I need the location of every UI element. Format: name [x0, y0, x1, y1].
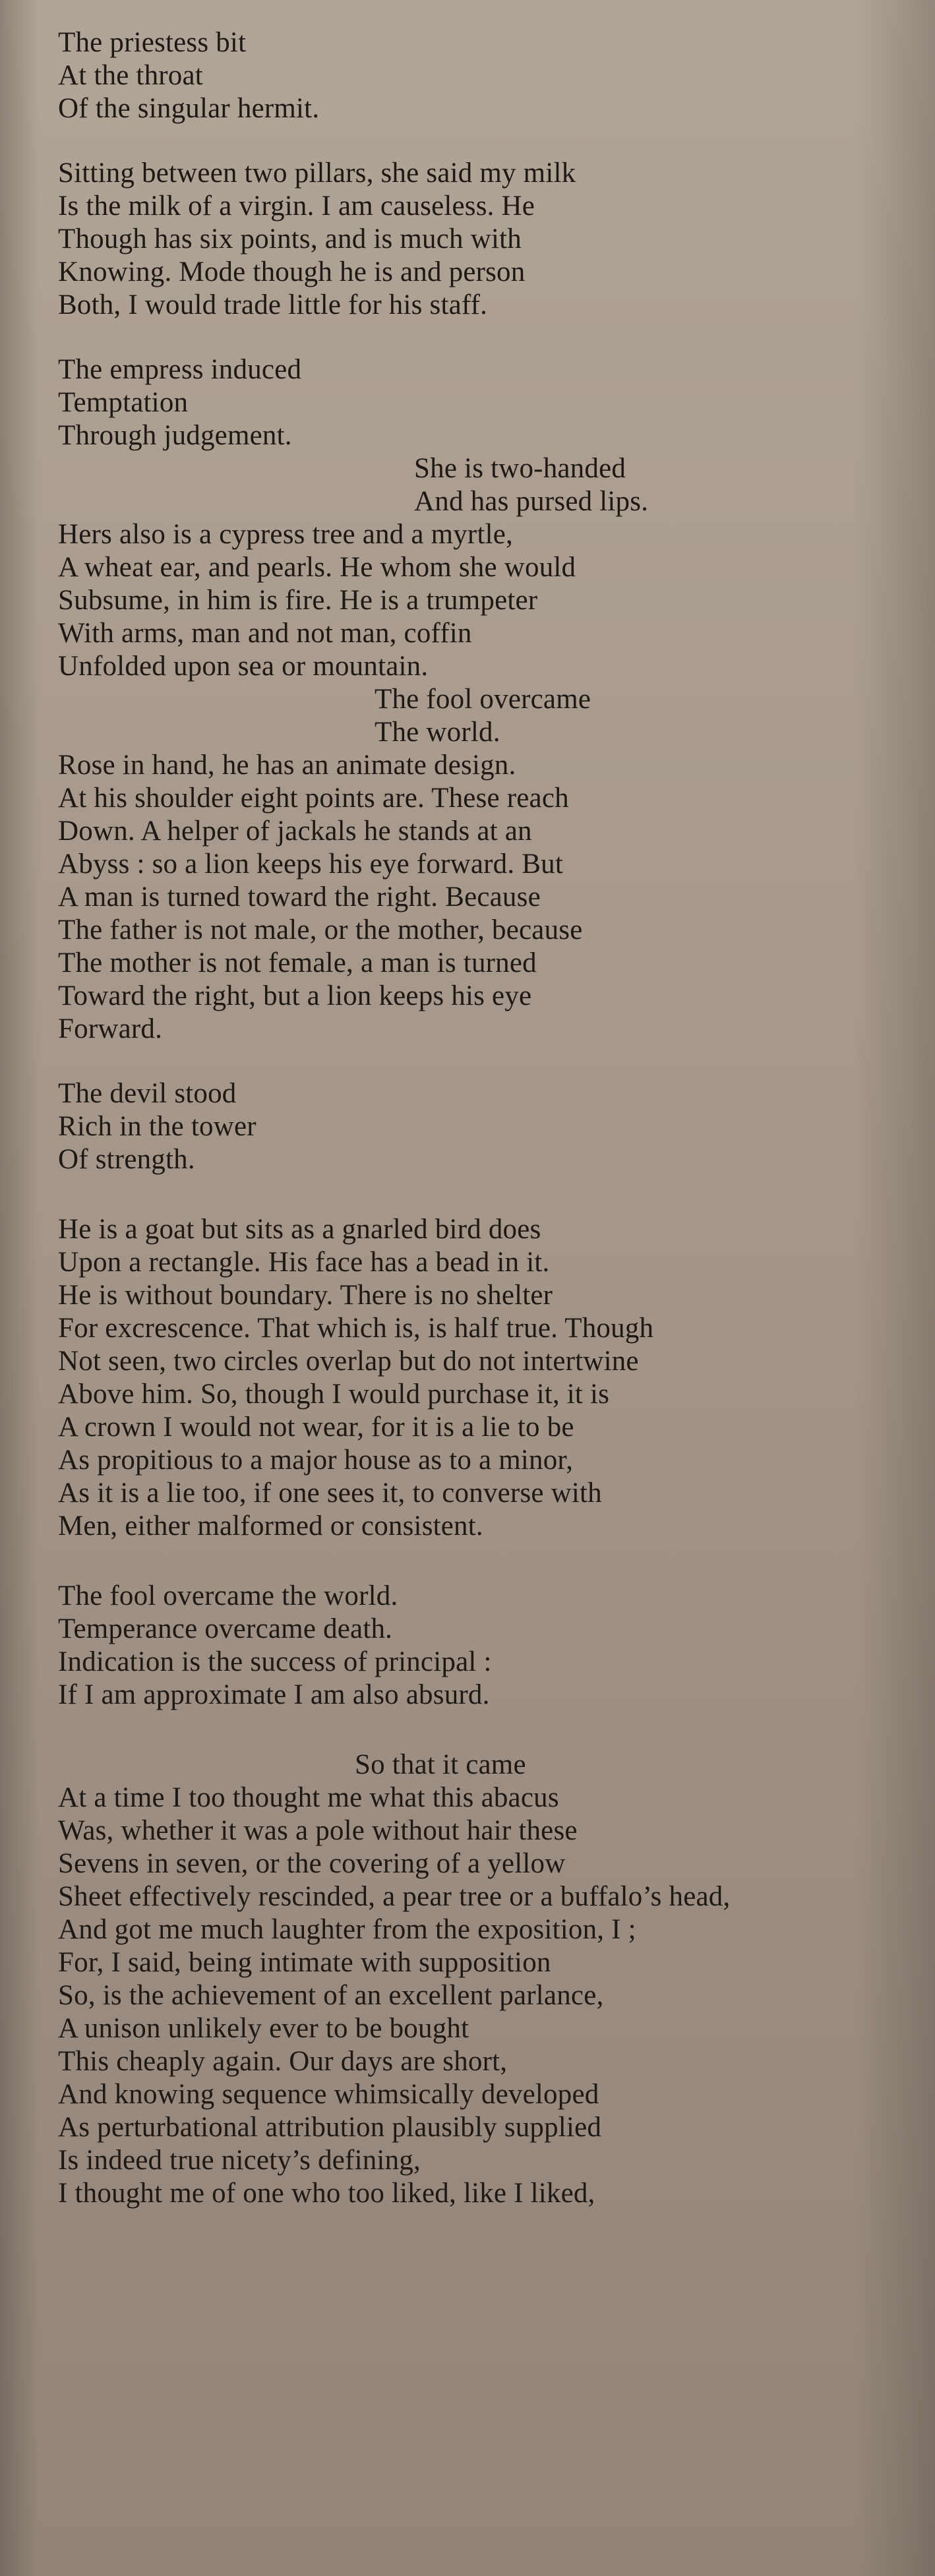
- poem-line: Down. A helper of jackals he stands at an: [58, 816, 532, 847]
- poem-line-indented: The fool overcame: [375, 684, 591, 715]
- poem-line: Above him. So, though I would purchase it, it is: [58, 1379, 610, 1410]
- poem-line: The fool overcame the world.: [58, 1580, 398, 1611]
- poem-line: At the throat: [58, 60, 203, 91]
- poem-line: For, I said, being intimate with supposition: [58, 1947, 551, 1978]
- poem-line: As it is a lie too, if one sees it, to converse with: [58, 1478, 602, 1509]
- poem-line: With arms, man and not man, coffin: [58, 618, 472, 649]
- poem-line: Rose in hand, he has an animate design.: [58, 750, 516, 781]
- poem-line: Both, I would trade little for his staff.: [58, 289, 488, 320]
- poem-line-indented: The world.: [375, 717, 500, 748]
- poem-line: Sevens in seven, or the covering of a yellow: [58, 1848, 566, 1879]
- poem-line: The priestess bit: [58, 27, 247, 58]
- poem-line: Is the milk of a virgin. I am causeless. He: [58, 191, 535, 222]
- poem-line: A unison unlikely ever to be bought: [58, 2013, 469, 2044]
- poem-line: He is without boundary. There is no shelter: [58, 1280, 553, 1311]
- poem-line: A man is turned toward the right. Because: [58, 882, 541, 913]
- poem-line: Rich in the tower: [58, 1111, 256, 1142]
- poem-line: Abyss : so a lion keeps his eye forward. But: [58, 849, 563, 880]
- poem-line: Was, whether it was a pole without hair these: [58, 1815, 578, 1846]
- poem-line: Temptation: [58, 387, 189, 418]
- poem-line: Subsume, in him is fire. He is a trumpeter: [58, 585, 538, 616]
- poem-line: Temperance overcame death.: [58, 1613, 393, 1644]
- poem-line: And knowing sequence whimsically developed: [58, 2079, 599, 2110]
- poem-line: At his shoulder eight points are. These reach: [58, 783, 569, 814]
- poem-line: A wheat ear, and pearls. He whom she would: [58, 552, 576, 583]
- poem-line: So, is the achievement of an excellent parlance,: [58, 1980, 604, 2011]
- poem-line-indented: So that it came: [355, 1749, 526, 1780]
- page-shadow-left: [0, 0, 40, 2576]
- poem-line: Indication is the success of principal :: [58, 1646, 492, 1677]
- poem-line: Forward.: [58, 1013, 163, 1044]
- poem-line-indented: She is two-handed: [414, 453, 626, 484]
- poem-line: Is indeed true nicety’s defining,: [58, 2145, 421, 2176]
- poem-line: As perturbational attribution plausibly supplied: [58, 2112, 602, 2143]
- poem-line: Through judgement.: [58, 420, 292, 451]
- poem-line-indented: And has pursed lips.: [414, 486, 649, 517]
- poem-line: Men, either malformed or consistent.: [58, 1511, 483, 1542]
- poem-line: Though has six points, and is much with: [58, 224, 522, 255]
- poem-line: Sitting between two pillars, she said my milk: [58, 158, 576, 189]
- poem-line: This cheaply again. Our days are short,: [58, 2046, 508, 2077]
- poem-line: The empress induced: [58, 354, 302, 385]
- poem-line: Not seen, two circles overlap but do not intertwine: [58, 1346, 639, 1377]
- poem-line: He is a goat but sits as a gnarled bird does: [58, 1214, 541, 1245]
- poem-line: I thought me of one who too liked, like I liked,: [58, 2178, 595, 2209]
- poem-line: Upon a rectangle. His face has a bead in it.: [58, 1247, 550, 1278]
- poem-line: The father is not male, or the mother, because: [58, 914, 583, 945]
- poem-line: For excrescence. That which is, is half true. Though: [58, 1313, 654, 1344]
- poem-line: If I am approximate I am also absurd.: [58, 1679, 490, 1710]
- poem-line: The mother is not female, a man is turned: [58, 947, 537, 978]
- poem-line: Of strength.: [58, 1144, 195, 1175]
- poem-line: Hers also is a cypress tree and a myrtle,: [58, 519, 513, 550]
- poem-line: And got me much laughter from the exposition, I ;: [58, 1914, 636, 1945]
- poem-line: Sheet effectively rescinded, a pear tree or a buffalo’s head,: [58, 1881, 731, 1912]
- poem-line: The devil stood: [58, 1078, 237, 1109]
- poem-line: A crown I would not wear, for it is a lie to be: [58, 1412, 574, 1443]
- poem-line: Of the singular hermit.: [58, 93, 320, 124]
- poem-line: At a time I too thought me what this abacus: [58, 1782, 559, 1813]
- poem-line: Unfolded upon sea or mountain.: [58, 651, 429, 682]
- poem-line: Toward the right, but a lion keeps his eye: [58, 980, 532, 1011]
- poem-line: Knowing. Mode though he is and person: [58, 256, 526, 287]
- poem-line: As propitious to a major house as to a minor,: [58, 1445, 574, 1476]
- poem-text: [58, 26, 915, 2210]
